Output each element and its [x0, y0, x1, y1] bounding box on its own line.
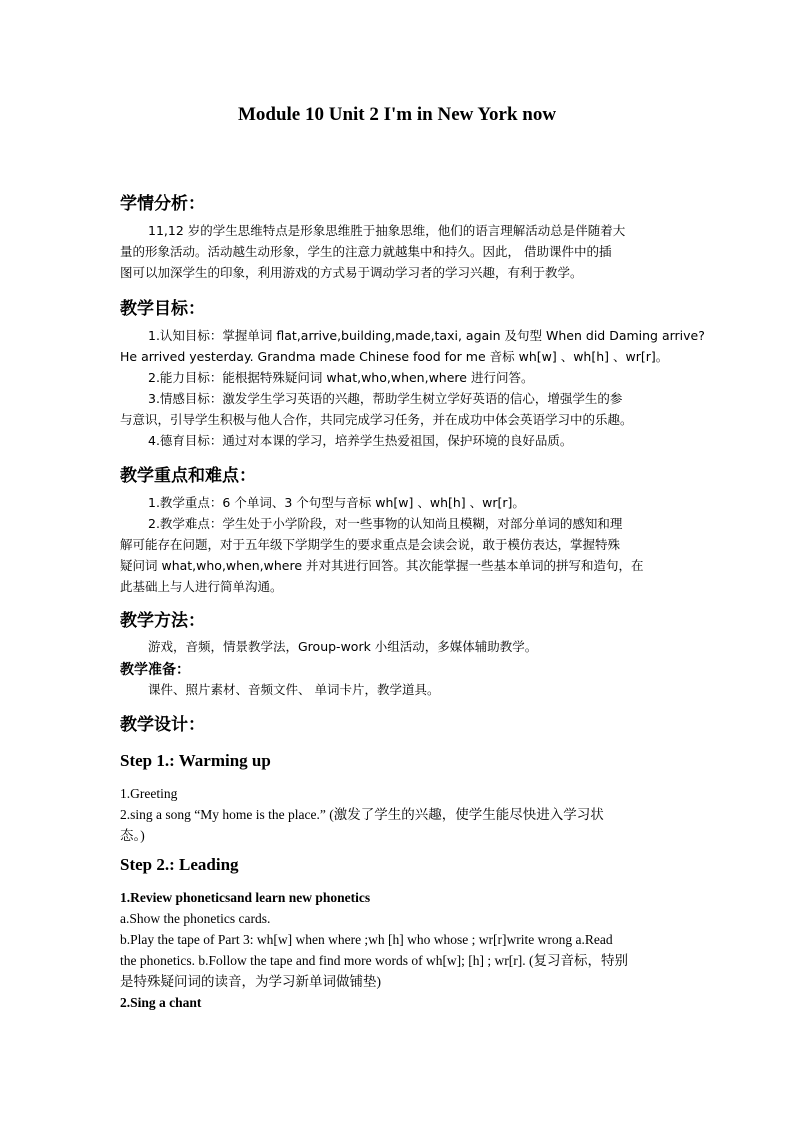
text-line: 4.德育目标：通过对本课的学习，培养学生热爱祖国，保护环境的良好品质。: [148, 433, 573, 448]
design-heading: 教学设计：: [120, 715, 205, 735]
objectives-paragraph: [120, 325, 705, 451]
step2-subheading: 2.Sing a chant: [120, 995, 202, 1010]
text-line: 11,12 岁的学生思维特点是形象思维胜于抽象思维，他们的语言理解活动总是伴随着大: [148, 223, 626, 238]
text-line: 此基础上与人进行简单沟通。: [120, 579, 283, 594]
objectives-heading: 教学目标：: [120, 299, 205, 319]
preparation-paragraph: [120, 679, 676, 700]
text-line: 图可以加深学生的印象，利用游戏的方式易于调动学习者的学习兴趣，有利于教学。: [120, 265, 583, 280]
preparation-heading: 教学准备：: [120, 662, 190, 678]
text-line: 1.教学重点：6 个单词、3 个句型与音标 wh[w] 、wh[h] 、wr[r]。: [148, 495, 525, 510]
text-line: 课件、照片素材、音频文件、 单词卡片，教学道具。: [148, 682, 440, 697]
step1-heading: Step 1.: Warming up: [120, 751, 271, 770]
text-line: 2.能力目标：能根据特殊疑问词 what,who,when,where 进行问答。: [148, 370, 534, 385]
text-line: b.Play the tape of Part 3: wh[w] when where ;wh [h] who whose ; wr[r]write wrong a.Read: [120, 932, 613, 947]
methods-heading: 教学方法：: [120, 611, 205, 631]
text-line: 态。): [120, 828, 145, 843]
text-line: 3.情感目标：激发学生学习英语的兴趣，帮助学生树立学好英语的信心，增强学生的参: [148, 391, 623, 406]
text-line: 量的形象活动。活动越生动形象，学生的注意力就越集中和持久。因此， 借助课件中的插: [120, 244, 612, 259]
text-line: 1.认知目标：掌握单词 flat,arrive,building,made,taxi, again 及句型 When did Daming arrive?: [148, 328, 705, 343]
text-line: 游戏，音频，情景教学法，Group-work 小组活动，多媒体辅助教学。: [148, 639, 538, 654]
step2-heading: Step 2.: Leading: [120, 855, 239, 874]
text-line: 解可能存在问题，对于五年级下学期学生的要求重点是会读会说，敢于模仿表达，掌握特殊: [120, 537, 621, 552]
key-points-paragraph: [120, 492, 676, 597]
learning-analysis-paragraph: [120, 220, 676, 283]
key-points-heading: 教学重点和难点：: [120, 466, 256, 486]
text-line: a.Show the phonetics cards.: [120, 911, 271, 926]
text-line: 2.教学难点：学生处于小学阶段，对一些事物的认知尚且模糊，对部分单词的感知和理: [148, 516, 623, 531]
text-line: 是特殊疑问词的读音，为学习新单词做铺垫): [120, 974, 381, 989]
text-line: 疑问词 what,who,when,where 并对其进行回答。其次能掌握一些基本单词的拼写和造句，在: [120, 558, 644, 573]
text-line: 1.Greeting: [120, 786, 178, 801]
learning-analysis-heading: 学情分析：: [120, 194, 205, 214]
page-title: Module 10 Unit 2 I'm in New York now: [237, 104, 557, 125]
methods-paragraph: [120, 636, 676, 657]
text-line: 与意识，引导学生积极与他人合作，共同完成学习任务，并在成功中体会英语学习中的乐趣。: [120, 412, 633, 427]
text-line: 2.sing a song “My home is the place.” (激发了学生的兴趣，使学生能尽快进入学习状: [120, 807, 604, 822]
text-line: the phonetics. b.Follow the tape and find more words of wh[w]; [h] ; wr[r]. (复习音标，特别: [120, 953, 629, 968]
step2-subheading: 1.Review phoneticsand learn new phonetics: [120, 890, 371, 905]
step1-paragraph: [120, 783, 676, 846]
text-line: He arrived yesterday. Grandma made Chinese food for me 音标 wh[w] 、wh[h] 、wr[r]。: [120, 349, 669, 364]
step2-paragraph: [120, 887, 676, 1013]
